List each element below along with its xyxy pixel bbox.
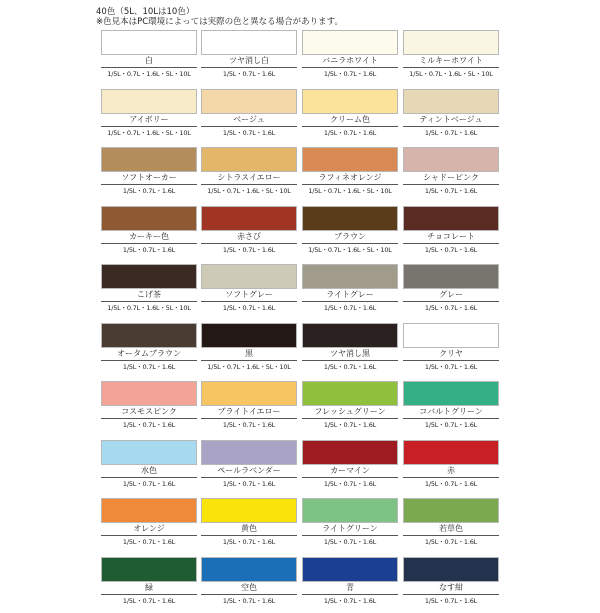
available-sizes: 1/5L・0.7L・1.6L — [122, 538, 176, 546]
color-swatch — [201, 498, 297, 523]
color-swatch — [201, 557, 297, 582]
color-card — [101, 89, 197, 145]
available-sizes: 1/5L・0.7L・1.6L — [122, 480, 176, 488]
color-card — [201, 264, 297, 320]
color-name: 赤 — [447, 466, 455, 475]
divider-line — [403, 67, 499, 68]
available-sizes: 1/5L・0.7L・1.6L — [222, 246, 276, 254]
available-sizes: 1/5L・0.7L・1.6L — [222, 304, 276, 312]
divider-line — [101, 67, 197, 68]
color-name: ソフトオーカー — [121, 173, 177, 182]
available-sizes: 1/5L・0.7L・1.6L — [424, 421, 478, 429]
disclaimer-note: ※色見本はPC環境によっては実際の色と異なる場合があります。 — [96, 17, 344, 27]
available-sizes: 1/5L・0.7L・1.6L・5L・10L — [308, 246, 392, 254]
color-swatch — [201, 206, 297, 231]
color-swatch — [101, 147, 197, 172]
color-name: アイボリー — [129, 115, 169, 124]
divider-line — [101, 477, 197, 478]
color-card — [101, 206, 197, 262]
color-name: 緑 — [145, 583, 153, 592]
divider-line — [403, 126, 499, 127]
color-name: グレー — [439, 290, 463, 299]
color-card — [201, 381, 297, 437]
available-sizes: 1/5L・0.7L・1.6L・5L・10L — [107, 70, 191, 78]
color-name: 赤さび — [237, 232, 261, 241]
color-swatch — [403, 206, 499, 231]
available-sizes: 1/5L・0.7L・1.6L — [424, 480, 478, 488]
color-swatch — [201, 264, 297, 289]
color-card — [201, 206, 297, 262]
color-card — [101, 440, 197, 496]
color-name: ミルキーホワイト — [419, 56, 483, 65]
divider-line — [201, 360, 297, 361]
divider-line — [302, 594, 398, 595]
available-sizes: 1/5L・0.7L・1.6L — [323, 363, 377, 371]
divider-line — [101, 594, 197, 595]
color-name: ツヤ消し白 — [229, 56, 269, 65]
available-sizes: 1/5L・0.7L・1.6L — [424, 246, 478, 254]
color-card — [201, 440, 297, 496]
available-sizes: 1/5L・0.7L・1.6L — [122, 421, 176, 429]
color-swatch — [101, 498, 197, 523]
color-name: 青 — [346, 583, 354, 592]
divider-line — [101, 301, 197, 302]
color-card — [403, 206, 499, 262]
color-name: ソフトグレー — [225, 290, 273, 299]
color-swatch — [101, 264, 197, 289]
color-card — [403, 557, 499, 613]
divider-line — [101, 418, 197, 419]
color-name: オレンジ — [133, 524, 165, 533]
color-card — [403, 89, 499, 145]
color-name: フレッシュグリーン — [314, 407, 386, 416]
color-name: ラフィネオレンジ — [318, 173, 382, 182]
color-card — [302, 323, 398, 379]
color-name: ベージュ — [233, 115, 265, 124]
color-swatch — [403, 440, 499, 465]
color-card — [403, 147, 499, 203]
color-swatch — [201, 323, 297, 348]
color-swatch — [302, 264, 398, 289]
color-name: シトラスイエロー — [217, 173, 281, 182]
available-sizes: 1/5L・0.7L・1.6L — [122, 363, 176, 371]
color-swatch — [101, 206, 197, 231]
available-sizes: 1/5L・0.7L・1.6L — [222, 538, 276, 546]
available-sizes: 1/5L・0.7L・1.6L — [222, 480, 276, 488]
divider-line — [101, 126, 197, 127]
divider-line — [201, 477, 297, 478]
available-sizes: 1/5L・0.7L・1.6L — [424, 304, 478, 312]
available-sizes: 1/5L・0.7L・1.6L — [122, 187, 176, 195]
color-swatch — [302, 323, 398, 348]
available-sizes: 1/5L・0.7L・1.6L — [323, 304, 377, 312]
color-card — [403, 264, 499, 320]
divider-line — [302, 360, 398, 361]
color-name: ブラウン — [334, 232, 366, 241]
divider-line — [302, 243, 398, 244]
available-sizes: 1/5L・0.7L・1.6L・5L・10L — [107, 129, 191, 137]
color-card — [302, 89, 398, 145]
color-card — [302, 498, 398, 554]
available-sizes: 1/5L・0.7L・1.6L・5L・10L — [409, 70, 493, 78]
color-name: ツヤ消し黒 — [330, 349, 370, 358]
color-swatch — [201, 30, 297, 55]
color-card — [403, 381, 499, 437]
available-sizes: 1/5L・0.7L・1.6L — [424, 597, 478, 605]
color-swatch — [201, 440, 297, 465]
color-card — [201, 498, 297, 554]
available-sizes: 1/5L・0.7L・1.6L — [323, 538, 377, 546]
divider-line — [201, 535, 297, 536]
divider-line — [201, 67, 297, 68]
available-sizes: 1/5L・0.7L・1.6L — [323, 421, 377, 429]
divider-line — [403, 301, 499, 302]
color-card — [201, 557, 297, 613]
color-count-text: 40色（5L、10Lは10色） — [96, 7, 195, 17]
color-swatch — [101, 557, 197, 582]
color-swatch — [101, 440, 197, 465]
available-sizes: 1/5L・0.7L・1.6L — [323, 129, 377, 137]
available-sizes: 1/5L・0.7L・1.6L・5L・10L — [207, 363, 291, 371]
available-sizes: 1/5L・0.7L・1.6L — [222, 421, 276, 429]
color-card — [403, 323, 499, 379]
color-swatch — [201, 147, 297, 172]
color-name: シャドーピンク — [423, 173, 479, 182]
available-sizes: 1/5L・0.7L・1.6L — [424, 187, 478, 195]
color-swatch — [302, 30, 398, 55]
available-sizes: 1/5L・0.7L・1.6L・5L・10L — [308, 187, 392, 195]
divider-line — [403, 594, 499, 595]
divider-line — [201, 418, 297, 419]
available-sizes: 1/5L・0.7L・1.6L — [323, 597, 377, 605]
color-name: コバルトグリーン — [419, 407, 483, 416]
color-swatch — [403, 30, 499, 55]
color-name: カーキー色 — [129, 232, 169, 241]
color-swatch — [302, 381, 398, 406]
available-sizes: 1/5L・0.7L・1.6L — [222, 597, 276, 605]
color-name: 黄色 — [241, 524, 257, 533]
available-sizes: 1/5L・0.7L・1.6L — [424, 363, 478, 371]
color-name: なす紺 — [439, 583, 463, 592]
color-card — [302, 381, 398, 437]
color-name: バニラホワイト — [322, 56, 378, 65]
divider-line — [403, 184, 499, 185]
color-swatch — [403, 498, 499, 523]
color-name: ブライトイエロー — [217, 407, 281, 416]
color-swatch — [302, 89, 398, 114]
available-sizes: 1/5L・0.7L・1.6L・5L・10L — [107, 304, 191, 312]
divider-line — [403, 535, 499, 536]
color-name: 黒 — [245, 349, 253, 358]
divider-line — [302, 418, 398, 419]
divider-line — [302, 67, 398, 68]
color-card — [201, 89, 297, 145]
color-swatch — [101, 30, 197, 55]
color-card — [101, 381, 197, 437]
color-name: 若草色 — [439, 524, 463, 533]
color-card — [201, 30, 297, 86]
color-card — [302, 557, 398, 613]
color-name: クリーム色 — [330, 115, 370, 124]
color-name: チョコレート — [427, 232, 475, 241]
color-card — [302, 30, 398, 86]
color-card — [101, 498, 197, 554]
color-name: 白 — [145, 56, 153, 65]
divider-line — [101, 243, 197, 244]
divider-line — [302, 184, 398, 185]
color-swatch — [302, 147, 398, 172]
color-swatch — [403, 89, 499, 114]
color-name: ライトグレー — [326, 290, 374, 299]
available-sizes: 1/5L・0.7L・1.6L — [424, 129, 478, 137]
color-card — [201, 147, 297, 203]
divider-line — [302, 126, 398, 127]
color-card — [101, 30, 197, 86]
divider-line — [403, 477, 499, 478]
available-sizes: 1/5L・0.7L・1.6L — [222, 70, 276, 78]
color-card — [403, 440, 499, 496]
color-swatch — [403, 557, 499, 582]
color-card — [101, 264, 197, 320]
available-sizes: 1/5L・0.7L・1.6L — [122, 597, 176, 605]
divider-line — [302, 301, 398, 302]
color-name: ペールラベンダー — [217, 466, 281, 475]
color-name: こげ茶 — [137, 290, 161, 299]
divider-line — [201, 594, 297, 595]
divider-line — [302, 535, 398, 536]
available-sizes: 1/5L・0.7L・1.6L — [122, 246, 176, 254]
color-card — [101, 147, 197, 203]
divider-line — [201, 184, 297, 185]
color-swatch — [403, 381, 499, 406]
color-swatch — [101, 381, 197, 406]
color-name: クリヤ — [439, 349, 463, 358]
color-card — [302, 147, 398, 203]
color-swatch — [403, 147, 499, 172]
color-card — [403, 30, 499, 86]
color-card — [101, 557, 197, 613]
divider-line — [403, 418, 499, 419]
color-swatch — [101, 323, 197, 348]
divider-line — [302, 477, 398, 478]
divider-line — [403, 243, 499, 244]
color-swatch — [201, 89, 297, 114]
available-sizes: 1/5L・0.7L・1.6L — [222, 129, 276, 137]
divider-line — [101, 360, 197, 361]
color-swatch — [101, 89, 197, 114]
color-swatch — [302, 440, 398, 465]
color-card — [302, 440, 398, 496]
color-card — [302, 206, 398, 262]
color-card — [403, 498, 499, 554]
color-name: カーマイン — [330, 466, 370, 475]
color-swatch — [302, 206, 398, 231]
color-name: 水色 — [141, 466, 157, 475]
available-sizes: 1/5L・0.7L・1.6L — [323, 480, 377, 488]
color-swatch — [302, 498, 398, 523]
divider-line — [101, 535, 197, 536]
divider-line — [201, 126, 297, 127]
available-sizes: 1/5L・0.7L・1.6L — [424, 538, 478, 546]
color-name: ライトグリーン — [322, 524, 378, 533]
color-swatch — [201, 381, 297, 406]
divider-line — [403, 360, 499, 361]
color-card — [201, 323, 297, 379]
color-swatch — [403, 264, 499, 289]
divider-line — [201, 301, 297, 302]
available-sizes: 1/5L・0.7L・1.6L・5L・10L — [207, 187, 291, 195]
color-name: ティントベージュ — [419, 115, 483, 124]
color-swatch — [302, 557, 398, 582]
color-card — [101, 323, 197, 379]
color-swatch — [403, 323, 499, 348]
color-name: コスモスピンク — [121, 407, 177, 416]
divider-line — [101, 184, 197, 185]
divider-line — [201, 243, 297, 244]
color-card — [302, 264, 398, 320]
available-sizes: 1/5L・0.7L・1.6L — [323, 70, 377, 78]
color-name: 空色 — [241, 583, 257, 592]
color-name: オータムブラウン — [117, 349, 181, 358]
